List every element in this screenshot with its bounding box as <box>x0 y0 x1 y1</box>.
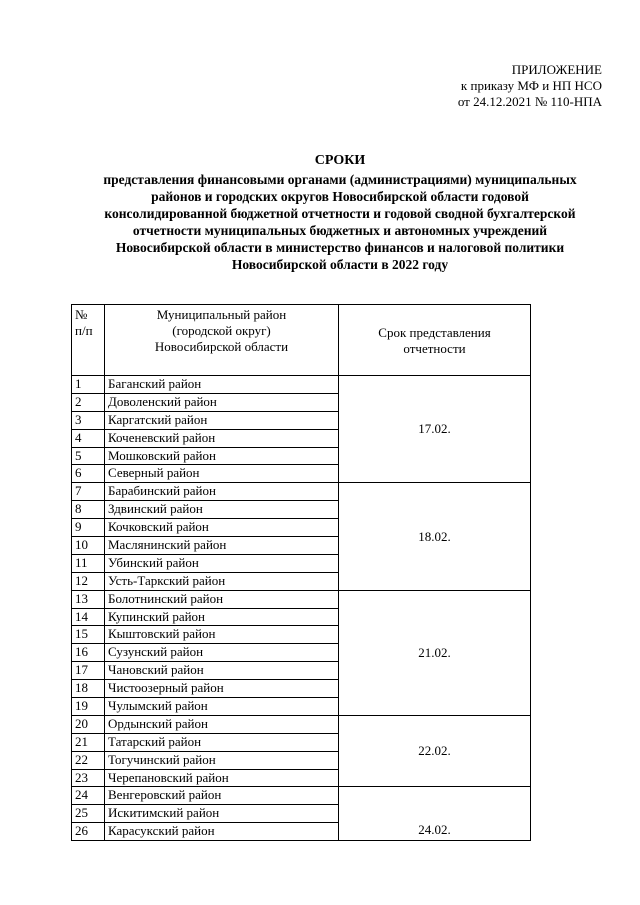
table-row <box>72 483 531 501</box>
district-name: Кыштовский район <box>105 626 339 644</box>
district-name: Чановский район <box>105 662 339 680</box>
district-name: Усть-Таркский район <box>105 572 339 590</box>
title-heading: СРОКИ <box>314 153 366 168</box>
district-name: Черепановский район <box>105 769 339 787</box>
district-name: Сузунский район <box>105 644 339 662</box>
district-name: Коченевский район <box>105 429 339 447</box>
table-row <box>72 715 531 733</box>
table-row <box>72 590 531 608</box>
district-name: Болотнинский район <box>105 590 339 608</box>
district-name: Купинский район <box>105 608 339 626</box>
row-number: 14 <box>72 608 105 626</box>
row-number: 19 <box>72 698 105 716</box>
table-row <box>72 787 531 805</box>
district-name: Здвинский район <box>105 501 339 519</box>
deadline-date: 17.02. <box>339 376 531 483</box>
district-name: Кочковский район <box>105 519 339 537</box>
row-number: 26 <box>72 823 105 841</box>
row-number: 13 <box>72 590 105 608</box>
district-name: Убинский район <box>105 554 339 572</box>
appendix-order-ref: к приказу МФ и НП НСО <box>460 78 602 93</box>
row-number: 9 <box>72 519 105 537</box>
row-number: 17 <box>72 662 105 680</box>
table-body <box>72 376 531 841</box>
row-number: 16 <box>72 644 105 662</box>
header-district-line: Новосибирской области <box>154 339 289 354</box>
title-line: консолидированной бюджетной отчетности и годовой сводной бухгалтерской <box>104 206 576 221</box>
deadline-date: 18.02. <box>339 483 531 590</box>
row-number: 22 <box>72 751 105 769</box>
row-number: 8 <box>72 501 105 519</box>
district-name: Татарский район <box>105 733 339 751</box>
row-number: 6 <box>72 465 105 483</box>
district-name: Венгеровский район <box>105 787 339 805</box>
title-line: Новосибирской области в министерство финансов и налоговой политики <box>115 240 565 255</box>
appendix-block <box>458 62 602 110</box>
appendix-order-date: от 24.12.2021 № 110-НПА <box>457 94 602 109</box>
row-number: 25 <box>72 805 105 823</box>
row-number: 24 <box>72 787 105 805</box>
district-name: Чистоозерный район <box>105 680 339 698</box>
district-name: Маслянинский район <box>105 537 339 555</box>
row-number: 11 <box>72 554 105 572</box>
header-district-line: Муниципальный район <box>156 307 287 322</box>
deadline-date: 21.02. <box>339 590 531 715</box>
row-number: 15 <box>72 626 105 644</box>
header-term <box>339 305 531 376</box>
deadline-date: 22.02. <box>339 715 531 787</box>
title-line: Новосибирской области в 2022 году <box>231 257 449 272</box>
table-header-row <box>72 305 531 376</box>
district-name: Тогучинский район <box>105 751 339 769</box>
header-number <box>72 305 105 376</box>
row-number: 3 <box>72 411 105 429</box>
row-number: 12 <box>72 572 105 590</box>
district-name: Карасукский район <box>105 823 339 841</box>
row-number: 18 <box>72 680 105 698</box>
appendix-title: ПРИЛОЖЕНИЕ <box>511 62 602 77</box>
district-name: Искитимский район <box>105 805 339 823</box>
header-district-line: (городской округ) <box>172 323 271 338</box>
district-name: Доволенский район <box>105 393 339 411</box>
row-number: 10 <box>72 537 105 555</box>
district-name: Северный район <box>105 465 339 483</box>
district-name: Баганский район <box>105 376 339 394</box>
title-line: представления финансовыми органами (администрациями) муниципальных <box>103 172 577 187</box>
header-number-line: п/п <box>75 323 93 338</box>
district-name: Ордынский район <box>105 715 339 733</box>
header-term-line: Срок представления <box>378 325 491 340</box>
header-district <box>105 305 339 376</box>
district-name: Каргатский район <box>105 411 339 429</box>
row-number: 1 <box>72 376 105 394</box>
title-line: районов и городских округов Новосибирской области годовой <box>151 189 529 204</box>
row-number: 21 <box>72 733 105 751</box>
deadline-date: 24.02. <box>339 787 531 841</box>
row-number: 5 <box>72 447 105 465</box>
district-name: Барабинский район <box>105 483 339 501</box>
row-number: 20 <box>72 715 105 733</box>
row-number: 23 <box>72 769 105 787</box>
district-name: Чулымский район <box>105 698 339 716</box>
table-row <box>72 376 531 394</box>
title-line: отчетности муниципальных бюджетных и автономных учреждений <box>132 223 548 238</box>
document-title <box>60 152 620 273</box>
deadlines-table <box>71 304 531 841</box>
district-name: Мошковский район <box>105 447 339 465</box>
header-term-line: отчетности <box>403 341 466 356</box>
row-number: 4 <box>72 429 105 447</box>
row-number: 7 <box>72 483 105 501</box>
row-number: 2 <box>72 393 105 411</box>
header-number-line: № <box>75 307 88 322</box>
